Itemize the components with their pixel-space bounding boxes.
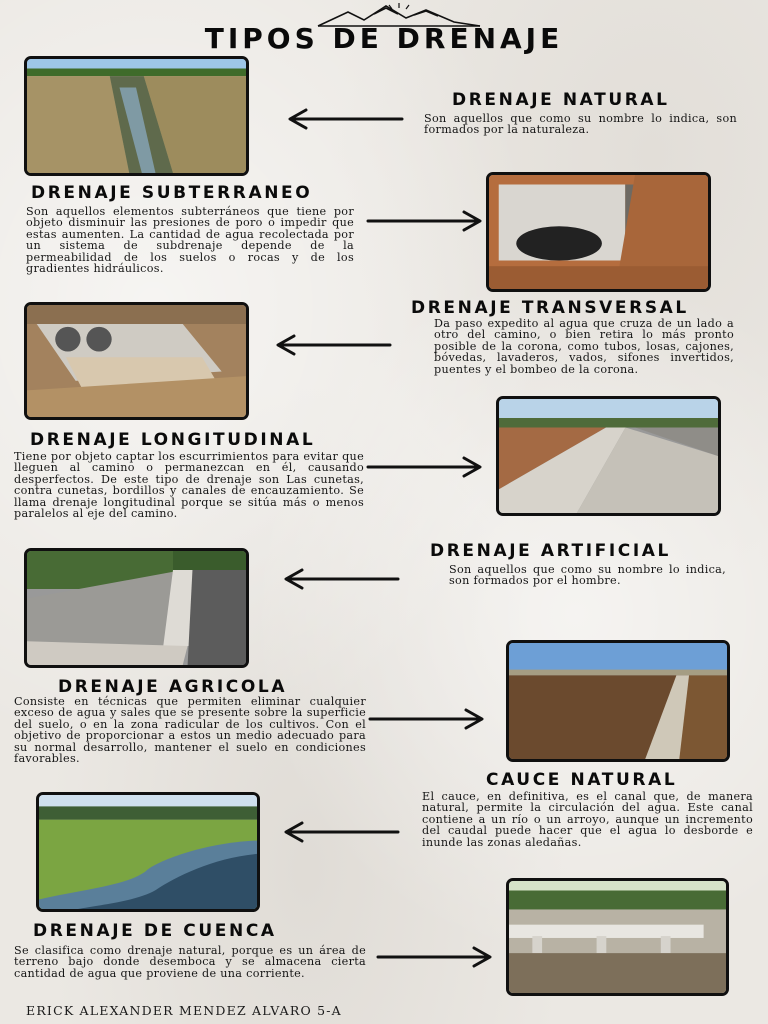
arrow-icon xyxy=(282,568,400,590)
section-text: Tiene por objeto captar los escurrimientos para evitar que lleguen al camino o permanezcan en él, causando desperfectos. De este tipo de drenaje son Las cunetas, contra cunetas, bordillos y canales de encauzamiento. Se llama drenaje longitudinal porque se sitúa más o menos paralelos al eje del camino. xyxy=(14,450,364,521)
arrow-icon xyxy=(376,946,494,968)
section-heading: DRENAJE LONGITUDINAL xyxy=(30,430,316,450)
section-text: Son aquellos que como su nombre lo indica, son formados por el hombre. xyxy=(449,563,726,588)
section-text: Da paso expedito al agua que cruza de un lado a otro del camino, o bien retira lo más pronto posible de la corona, como tubos, losas, cajones, bóvedas, lavaderos, vados, sifones invertidos, puentes y el bombeo de la corona. xyxy=(434,317,734,376)
image-artificial-drain xyxy=(24,548,249,668)
section-heading: CAUCE NATURAL xyxy=(486,770,678,790)
image-natural-riverbed xyxy=(36,792,260,912)
section-heading: DRENAJE NATURAL xyxy=(452,90,670,110)
image-natural-ditch xyxy=(24,56,249,176)
image-transverse-culvert xyxy=(24,302,249,420)
image-basin-drainage xyxy=(506,878,729,996)
section-heading: DRENAJE SUBTERRANEO xyxy=(31,183,313,203)
section-text: Se clasifica como drenaje natural, porque es un área de terreno bajo donde desemboca y se almacena cierta cantidad de agua que proviene de una corriente. xyxy=(14,944,366,980)
image-longitudinal-channel xyxy=(496,396,721,516)
arrow-icon xyxy=(368,708,486,730)
section-text: Son aquellos elementos subterráneos que tiene por objeto disminuir las presiones de poro o impedir que estas aumenten. La cantidad de agua recolectada por un sistema de subdrenaje depende de la permeabilidad de los suelos o rocas y de los gradientes hidráulicos. xyxy=(26,205,354,276)
image-underground-culvert xyxy=(486,172,711,292)
section-text: Consiste en técnicas que permiten eliminar cualquier exceso de agua y sales que se presente sobre la superficie del suelo, o en la zona radicular de los cultivos. Con el objetivo de proporcionar a estos un medio adecuado para su normal desarrollo, mantener el suelo en condiciones favorables. xyxy=(14,695,366,766)
arrow-icon xyxy=(274,334,392,356)
image-agricultural-ditch xyxy=(506,640,730,762)
author-footer: ERICK ALEXANDER MENDEZ ALVARO 5-A xyxy=(26,1003,342,1018)
section-text: Son aquellos que como su nombre lo indica, son formados por la naturaleza. xyxy=(424,112,737,137)
section-heading: DRENAJE ARTIFICIAL xyxy=(430,541,671,561)
arrow-icon xyxy=(282,821,400,843)
section-heading: DRENAJE TRANSVERSAL xyxy=(411,298,689,318)
section-heading: DRENAJE DE CUENCA xyxy=(33,921,277,941)
page-title: TIPOS DE DRENAJE xyxy=(204,22,564,55)
section-heading: DRENAJE AGRICOLA xyxy=(58,677,288,697)
arrow-icon xyxy=(366,456,484,478)
section-text: El cauce, en definitiva, es el canal que, de manera natural, permite la circulación del agua. Este canal contiene a un río o un arroyo, aunque un incremento del caudal puede hacer que el agua lo desborde e inunde las zonas aledañas. xyxy=(422,790,753,849)
arrow-icon xyxy=(366,210,484,232)
arrow-icon xyxy=(286,108,404,130)
